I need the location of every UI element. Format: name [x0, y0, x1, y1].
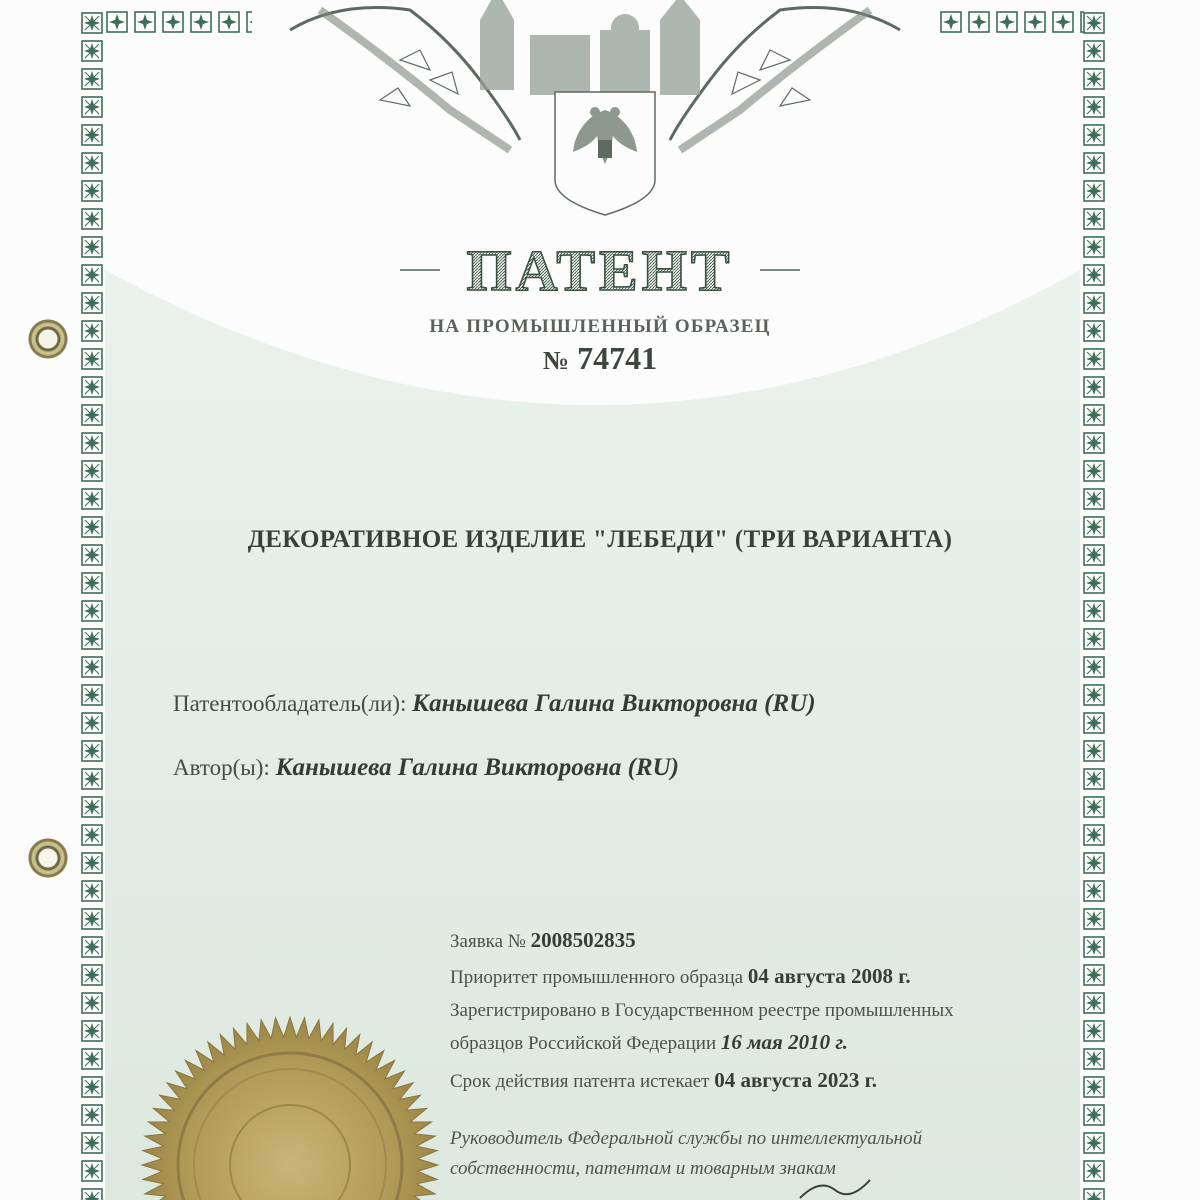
right-border-ornament — [1082, 10, 1106, 1200]
application-label: Заявка № — [450, 931, 526, 952]
head-title-line-1: Руководитель Федеральной службы по интеллектуальной — [450, 1128, 923, 1149]
holder-value: Канышева Галина Викторовна (RU) — [412, 690, 816, 717]
priority-date: 04 августа 2008 г. — [747, 964, 911, 988]
top-left-border-ornament — [104, 10, 252, 34]
registered-date: 16 мая 2010 г. — [720, 1030, 849, 1054]
patent-subtitle: НА ПРОМЫШЛЕННЫЙ ОБРАЗЕЦ — [429, 316, 771, 337]
left-border-ornament — [80, 10, 104, 1200]
priority-line — [450, 964, 911, 989]
kremlin-emblem-icon — [280, 0, 910, 230]
top-right-border-ornament — [938, 10, 1084, 34]
patent-heading — [400, 232, 800, 312]
application-line — [450, 928, 636, 953]
holder-label: Патентообладатель(ли): — [173, 691, 407, 716]
industrial-design-title: ДЕКОРАТИВНОЕ ИЗДЕЛИЕ "ЛЕБЕДИ" (ТРИ ВАРИАНТА) — [247, 526, 953, 553]
binder-hole-bottom — [28, 838, 68, 878]
patent-author — [173, 754, 679, 782]
number-sign: № — [542, 346, 570, 375]
patent-number-value: 74741 — [577, 340, 658, 376]
priority-label: Приоритет промышленного образца — [450, 967, 744, 988]
registered-line-1: Зарегистрировано в Государственном реестре промышленных — [450, 1000, 954, 1021]
signature — [790, 1170, 910, 1200]
patent-holder — [173, 690, 816, 718]
gold-seal-icon — [140, 1015, 440, 1200]
author-label: Автор(ы): — [173, 755, 270, 780]
expiry-label: Срок действия патента истекает — [450, 1071, 710, 1092]
expiry-date: 04 августа 2023 г. — [714, 1068, 878, 1092]
patent-number — [0, 340, 1200, 377]
registered-label: образцов Российской Федерации — [450, 1033, 717, 1054]
registered-line-2 — [450, 1030, 848, 1055]
application-number: 2008502835 — [530, 928, 636, 952]
head-title-line-2: собственности, патентам и товарным знакам — [450, 1158, 836, 1179]
expiry-line — [450, 1068, 877, 1093]
author-value: Канышева Галина Викторовна (RU) — [275, 754, 679, 781]
svg-text:ПАТЕНТ: ПАТЕНТ — [466, 238, 734, 303]
